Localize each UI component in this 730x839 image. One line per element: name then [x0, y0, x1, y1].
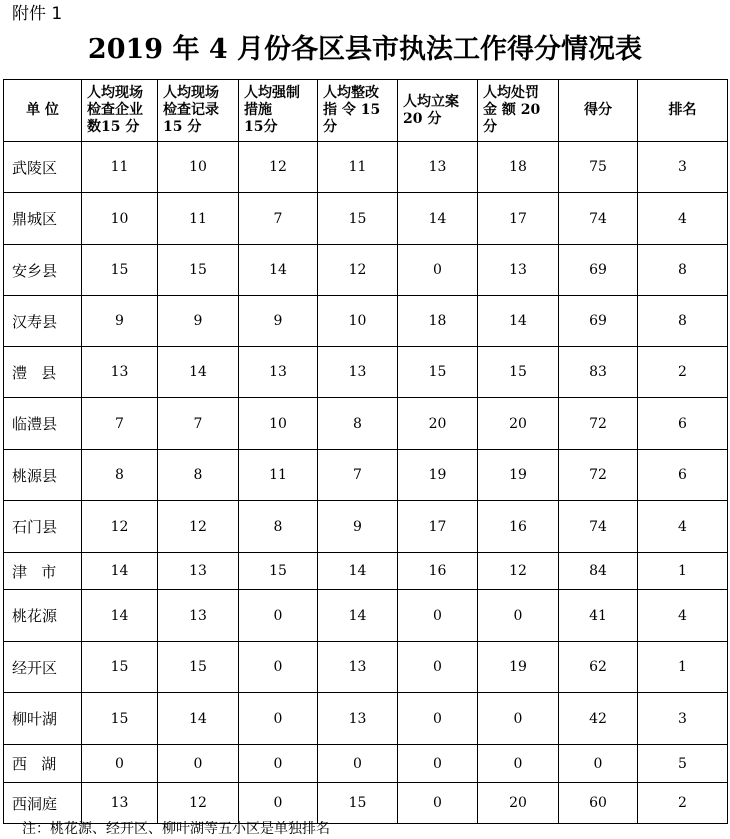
- cell-score: 42: [559, 693, 638, 745]
- cell-score: 83: [559, 347, 638, 398]
- cell-rectify: 10: [318, 296, 398, 347]
- cell-enterprise: 11: [82, 142, 158, 193]
- table-header-row: [4, 80, 728, 142]
- table-row: [4, 783, 728, 824]
- cell-case: 0: [398, 693, 478, 745]
- cell-fine: 13: [478, 245, 559, 296]
- cell-fine: 0: [478, 590, 559, 642]
- cell-record: 15: [158, 642, 239, 693]
- header-fine: 人均处罚 金 额 20 分: [478, 80, 559, 142]
- cell-case: 0: [398, 745, 478, 783]
- cell-rectify: 13: [318, 642, 398, 693]
- cell-rectify: 13: [318, 693, 398, 745]
- cell-fine: 20: [478, 783, 559, 824]
- cell-rank: 4: [638, 590, 728, 642]
- cell-case: 0: [398, 783, 478, 824]
- cell-rank: 4: [638, 501, 728, 553]
- cell-record: 13: [158, 590, 239, 642]
- cell-enterprise: 15: [82, 245, 158, 296]
- table-row: [4, 296, 728, 347]
- cell-rectify: 11: [318, 142, 398, 193]
- cell-score: 69: [559, 296, 638, 347]
- cell-case: 16: [398, 553, 478, 590]
- table-row: [4, 501, 728, 553]
- cell-enterprise: 12: [82, 501, 158, 553]
- cell-coercive: 0: [239, 745, 318, 783]
- cell-rectify: 15: [318, 783, 398, 824]
- cell-fine: 16: [478, 501, 559, 553]
- cell-rectify: 0: [318, 745, 398, 783]
- cell-rectify: 14: [318, 590, 398, 642]
- cell-unit: 鼎城区: [4, 193, 82, 245]
- cell-enterprise: 14: [82, 553, 158, 590]
- cell-enterprise: 13: [82, 783, 158, 824]
- table-row: [4, 693, 728, 745]
- cell-fine: 14: [478, 296, 559, 347]
- cell-coercive: 0: [239, 783, 318, 824]
- cell-fine: 20: [478, 398, 559, 450]
- table-row: [4, 142, 728, 193]
- table-row: [4, 745, 728, 783]
- cell-rectify: 12: [318, 245, 398, 296]
- cell-rank: 4: [638, 193, 728, 245]
- cell-case: 18: [398, 296, 478, 347]
- cell-score: 60: [559, 783, 638, 824]
- cell-case: 13: [398, 142, 478, 193]
- cell-coercive: 8: [239, 501, 318, 553]
- cell-record: 0: [158, 745, 239, 783]
- cell-enterprise: 15: [82, 693, 158, 745]
- cell-unit: 西洞庭: [4, 783, 82, 824]
- cell-record: 7: [158, 398, 239, 450]
- cell-rank: 1: [638, 553, 728, 590]
- cell-coercive: 0: [239, 693, 318, 745]
- table-row: [4, 347, 728, 398]
- header-rectify: 人均整改 指 令 15 分: [318, 80, 398, 142]
- table-row: [4, 590, 728, 642]
- cell-unit: 武陵区: [4, 142, 82, 193]
- cell-record: 11: [158, 193, 239, 245]
- cell-enterprise: 7: [82, 398, 158, 450]
- cell-fine: 15: [478, 347, 559, 398]
- cell-record: 12: [158, 501, 239, 553]
- cell-record: 10: [158, 142, 239, 193]
- cell-score: 41: [559, 590, 638, 642]
- cell-enterprise: 15: [82, 642, 158, 693]
- cell-unit: 石门县: [4, 501, 82, 553]
- cell-score: 72: [559, 450, 638, 501]
- cell-record: 14: [158, 693, 239, 745]
- attachment-label: 附件 1: [12, 4, 63, 24]
- cell-rank: 5: [638, 745, 728, 783]
- cell-rank: 8: [638, 245, 728, 296]
- cell-case: 0: [398, 245, 478, 296]
- cell-score: 0: [559, 745, 638, 783]
- cell-case: 0: [398, 642, 478, 693]
- cell-fine: 0: [478, 693, 559, 745]
- cell-rank: 2: [638, 347, 728, 398]
- cell-rank: 2: [638, 783, 728, 824]
- cell-unit: 西 湖: [4, 745, 82, 783]
- cell-case: 20: [398, 398, 478, 450]
- cell-enterprise: 9: [82, 296, 158, 347]
- cell-fine: 19: [478, 450, 559, 501]
- cell-unit: 临澧县: [4, 398, 82, 450]
- cell-fine: 19: [478, 642, 559, 693]
- header-rank: 排名: [638, 80, 728, 142]
- cell-rectify: 15: [318, 193, 398, 245]
- cell-enterprise: 14: [82, 590, 158, 642]
- cell-rank: 6: [638, 450, 728, 501]
- header-score: 得分: [559, 80, 638, 142]
- cell-rectify: 7: [318, 450, 398, 501]
- cell-unit: 柳叶湖: [4, 693, 82, 745]
- cell-case: 14: [398, 193, 478, 245]
- cell-fine: 17: [478, 193, 559, 245]
- table-row: [4, 398, 728, 450]
- cell-case: 17: [398, 501, 478, 553]
- cell-rectify: 13: [318, 347, 398, 398]
- table-row: [4, 450, 728, 501]
- table-body: [4, 142, 728, 824]
- cell-score: 74: [559, 501, 638, 553]
- cell-fine: 18: [478, 142, 559, 193]
- cell-unit: 经开区: [4, 642, 82, 693]
- header-coercive: 人均强制 措施 15分: [239, 80, 318, 142]
- cell-score: 62: [559, 642, 638, 693]
- cell-record: 9: [158, 296, 239, 347]
- header-case: 人均立案 20 分: [398, 80, 478, 142]
- cell-coercive: 14: [239, 245, 318, 296]
- cell-fine: 0: [478, 745, 559, 783]
- cell-case: 19: [398, 450, 478, 501]
- footnote: 注：桃花源、经开区、柳叶湖等五小区是单独排名: [22, 821, 330, 837]
- cell-score: 72: [559, 398, 638, 450]
- cell-record: 12: [158, 783, 239, 824]
- cell-rank: 3: [638, 142, 728, 193]
- cell-score: 84: [559, 553, 638, 590]
- cell-record: 13: [158, 553, 239, 590]
- cell-unit: 安乡县: [4, 245, 82, 296]
- table-row: [4, 193, 728, 245]
- cell-enterprise: 8: [82, 450, 158, 501]
- cell-rank: 1: [638, 642, 728, 693]
- cell-coercive: 7: [239, 193, 318, 245]
- cell-unit: 汉寿县: [4, 296, 82, 347]
- cell-coercive: 10: [239, 398, 318, 450]
- table-row: [4, 642, 728, 693]
- cell-case: 0: [398, 590, 478, 642]
- cell-coercive: 13: [239, 347, 318, 398]
- cell-coercive: 11: [239, 450, 318, 501]
- cell-rank: 6: [638, 398, 728, 450]
- cell-coercive: 0: [239, 642, 318, 693]
- cell-enterprise: 13: [82, 347, 158, 398]
- header-enterprise: 人均现场 检查企业 数15 分: [82, 80, 158, 142]
- header-unit: 单 位: [4, 80, 82, 142]
- score-table: [3, 79, 728, 824]
- cell-unit: 桃花源: [4, 590, 82, 642]
- cell-fine: 12: [478, 553, 559, 590]
- cell-coercive: 0: [239, 590, 318, 642]
- cell-rectify: 9: [318, 501, 398, 553]
- cell-unit: 津 市: [4, 553, 82, 590]
- cell-case: 15: [398, 347, 478, 398]
- cell-rectify: 8: [318, 398, 398, 450]
- cell-enterprise: 10: [82, 193, 158, 245]
- cell-score: 74: [559, 193, 638, 245]
- table-row: [4, 553, 728, 590]
- cell-record: 8: [158, 450, 239, 501]
- table-row: [4, 245, 728, 296]
- cell-coercive: 9: [239, 296, 318, 347]
- cell-rank: 3: [638, 693, 728, 745]
- cell-unit: 澧 县: [4, 347, 82, 398]
- page-title: 2019 年 4 月份各区县市执法工作得分情况表: [87, 34, 643, 65]
- cell-record: 15: [158, 245, 239, 296]
- cell-score: 75: [559, 142, 638, 193]
- cell-record: 14: [158, 347, 239, 398]
- cell-score: 69: [559, 245, 638, 296]
- cell-enterprise: 0: [82, 745, 158, 783]
- cell-coercive: 12: [239, 142, 318, 193]
- cell-coercive: 15: [239, 553, 318, 590]
- cell-rank: 8: [638, 296, 728, 347]
- cell-rectify: 14: [318, 553, 398, 590]
- cell-unit: 桃源县: [4, 450, 82, 501]
- header-record: 人均现场 检查记录 15 分: [158, 80, 239, 142]
